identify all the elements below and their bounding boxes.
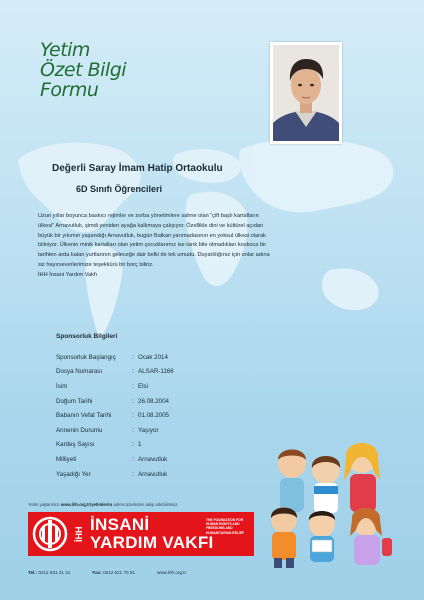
info-colon: :: [132, 470, 134, 478]
info-value: Ocak 2014: [138, 353, 168, 361]
banner-ihh-label: İHH: [74, 526, 84, 542]
contact-info: [28, 570, 268, 575]
info-value: Yaşıyor: [138, 426, 159, 434]
info-colon: :: [132, 368, 134, 376]
info-label: Annenin Durumu: [56, 426, 103, 434]
info-row: [56, 438, 256, 453]
info-label: Doğum Tarihi: [56, 397, 93, 405]
title-line-3: Formu: [40, 79, 99, 101]
letter-line: siz hayırseverlerimize teşekkürü bir borç biliriz.: [38, 261, 154, 268]
school-name: Değerli Saray İmam Hatip Ortaokulu: [52, 163, 223, 174]
info-row: [56, 365, 256, 380]
info-colon: :: [132, 353, 134, 361]
letter-signature: İHH İnsani Yardım Vakfı: [38, 271, 98, 278]
tracking-url-link[interactable]: www.ihh.org.tr/yetimlerim: [60, 502, 113, 507]
tracking-notice: [28, 502, 288, 507]
class-name: 6D Sınıfı Öğrencileri: [76, 184, 163, 194]
info-row: [56, 394, 256, 409]
info-row: [56, 350, 256, 365]
form-title: [40, 40, 160, 100]
info-label: Sponsorluk Başlangıç: [56, 353, 116, 361]
info-colon: :: [132, 455, 134, 463]
info-value: Elsi: [138, 382, 148, 390]
info-colon: :: [132, 426, 134, 434]
info-row: [56, 423, 256, 438]
title-line-1: Yetim: [40, 39, 90, 61]
info-value: Arnavutluk: [138, 470, 168, 478]
phone-info: [28, 570, 70, 575]
banner-line-1: İNSANİ: [90, 515, 150, 534]
website-link[interactable]: www.ihh.org.tr: [157, 570, 187, 575]
letter-line: biliniyor. Ülkenin minik kartalları olan yetim çocuklarımız ise tarık bile olmadıkları koskoca bir: [38, 242, 267, 249]
info-value: Arnavutluk: [138, 455, 168, 463]
info-row: [56, 379, 256, 394]
info-row: [56, 452, 256, 467]
ihh-banner: [28, 512, 254, 556]
sponsor-info-table: [56, 350, 256, 481]
sponsor-section-title: Sponsorluk Bilgileri: [56, 333, 118, 340]
tel-number: 0212 631 21 21: [38, 570, 71, 575]
info-colon: :: [132, 382, 134, 390]
info-row: [56, 408, 256, 423]
portrait-image: [273, 45, 339, 141]
children-illustration: [262, 420, 402, 570]
notice-suffix: adresi üzerinden takip edebilirsiniz.: [112, 502, 179, 507]
fax-number: 0212 621 70 51: [103, 570, 135, 575]
banner-line-2: YARDIM VAKFI: [90, 533, 214, 552]
info-value: 1: [138, 441, 142, 449]
info-colon: :: [132, 397, 134, 405]
info-label: Kardeş Sayısı: [56, 441, 95, 449]
info-row: [56, 467, 256, 482]
letter-line: Uzun yıllar boyunca baskıcı rejimler ve zorba yönetimlere sahne olan “çift başlı kartalların: [38, 213, 259, 219]
info-label: Milliyeti: [56, 455, 77, 463]
letter-body: [38, 212, 380, 281]
ihh-logo-icon: [28, 512, 78, 556]
orphan-photo: [270, 42, 342, 144]
banner-tagline: THE FOUNDATION FOR HUMAN RIGHTS AND FREEDOMS AND HUMANITARIAN RELIEF: [206, 518, 245, 535]
info-colon: :: [132, 412, 134, 420]
banner-foundation-name: [90, 516, 214, 552]
letter-line: büyük bir yıkımın yaşandığı Arnavutluk, bugün Balkan yarımadasının en yoksul ülkesi olarak: [38, 232, 266, 239]
title-line-2: Özet Bilgi: [40, 59, 127, 81]
notice-prefix: Yetim yaşlarımızı: [28, 502, 61, 507]
info-value: 01.08.2005: [138, 412, 169, 420]
letter-line: tarihten arda kalan yurtlarının geleceğe dair belki de tek umudu. Duyarlılığınız için onlar adına: [38, 252, 270, 259]
info-label: Yaşadığı Yer: [56, 470, 91, 478]
info-value: 26.08.2004: [138, 397, 169, 405]
info-label: Dosya Numarası: [56, 368, 103, 376]
letter-line: ülkesi” Arnavutluk, şimdi yeniden ayağa kalkmaya çalışıyor. Özellikle dini ve kültürel açıdan: [38, 222, 264, 229]
info-colon: :: [132, 441, 134, 449]
info-label: İsim: [56, 382, 68, 390]
info-value: ALSAR-1166: [138, 368, 174, 376]
fax-info: [92, 570, 135, 575]
info-label: Babanın Vefat Tarihi: [56, 412, 112, 420]
fax-label: Fax:: [92, 570, 102, 575]
tel-label: Tel.:: [28, 570, 38, 575]
